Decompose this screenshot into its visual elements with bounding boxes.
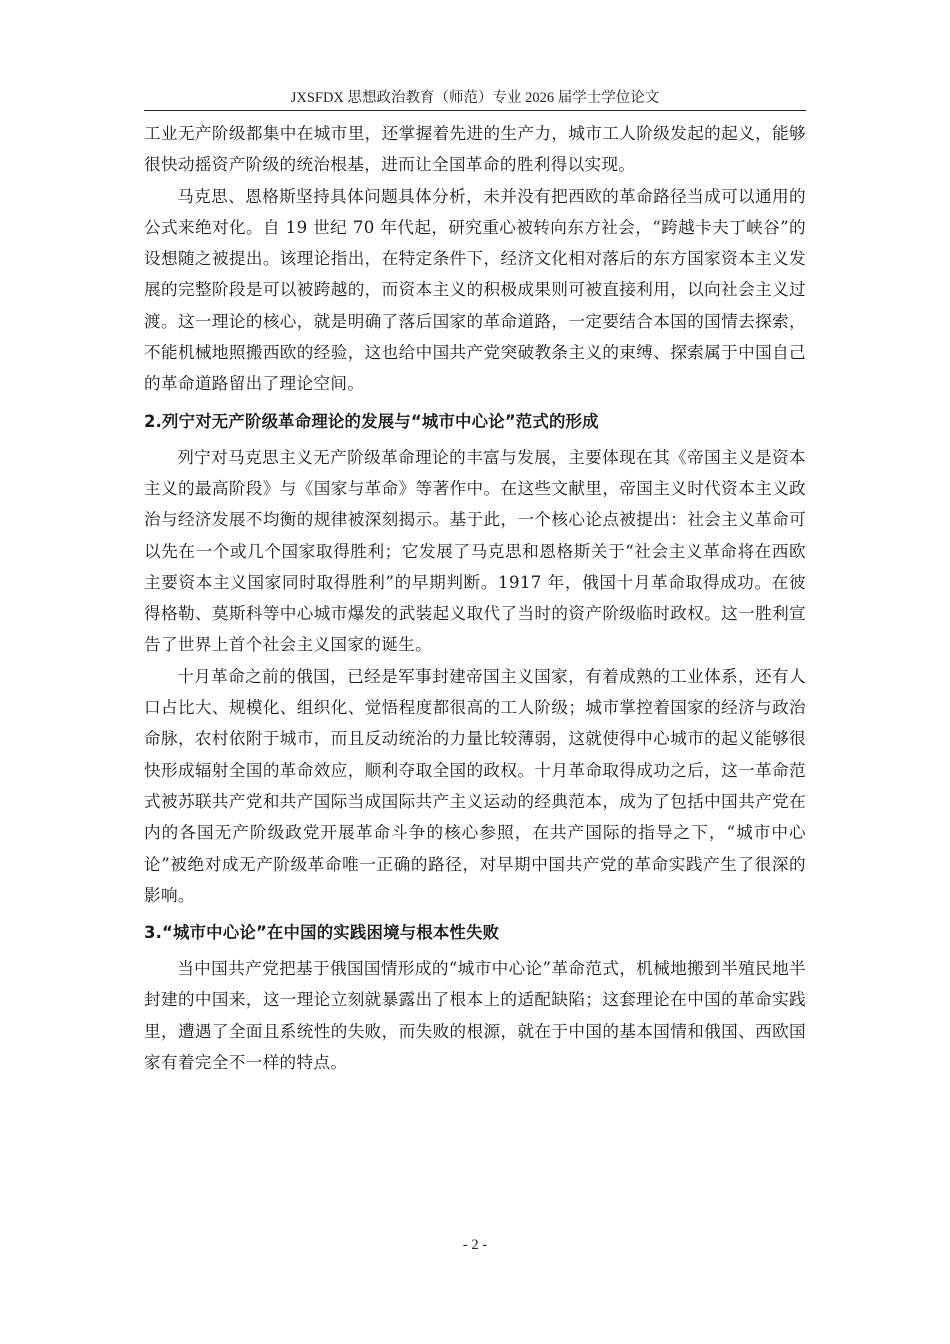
document-body bbox=[144, 118, 806, 1078]
paragraph-continuation: 工业无产阶级都集中在城市里，还掌握着先进的生产力，城市工人阶级发起的起义，能够很快动摇资产阶级的统治根基，进而让全国革命的胜利得以实现。 bbox=[144, 124, 806, 175]
paragraph-china-practice: 当中国共产党把基于俄国国情形成的“城市中心论”革命范式，机械地搬到半殖民地半封建的中国来，这一理论立刻就暴露出了根本上的适配缺陷；这套理论在中国的革命实践里，遭遇了全面且系统性的失败，而失败的根源，就在于中国的基本国情和俄国、西欧国家有着完全不一样的特点。 bbox=[144, 959, 806, 1073]
paragraph-october-revolution: 十月革命之前的俄国，已经是军事封建帝国主义国家，有着成熟的工业体系，还有人口占比大、规模化、组织化、觉悟程度都很高的工人阶级；城市掌控着国家的经济与政治命脉，农村依附于城市，而且反动统治的力量比较薄弱，这就使得中心城市的起义能够很快形成辐射全国的革命效应，顺利夺取全国的政权。十月革命取得成功之后，这一革命范式被苏联共产党和共产国际当成国际共产主义运动的经典范本，成为了包括中国共产党在内的各国无产阶级政党开展革命斗争的核心参照，在共产国际的指导之下，“城市中心论”被绝对成无产阶级革命唯一正确的路径，对早期中国共产党的革命实践产生了很深的影响。 bbox=[144, 666, 806, 905]
running-header: JXSFDX 思想政治教育（师范）专业 2026 届学士学位论文 bbox=[290, 90, 660, 106]
page-number: - 2 - bbox=[462, 1237, 488, 1253]
header-divider bbox=[144, 110, 806, 111]
paragraph-marx-engels: 马克思、恩格斯坚持具体问题具体分析，未并没有把西欧的革命路径当成可以通用的公式来绝对化。自 19 世纪 70 年代起，研究重心被转向东方社会，“跨越卡夫丁峡谷”的设想随之被提出。该理论指出，在特定条件下，经济文化相对落后的东方国家资本主义发展的完整阶段是可以被跨越的，而资本主义的积极成果则可被直接利用，以向社会主义过渡。这一理论的核心，就是明确了落后国家的革命道路，一定要结合本国的国情去探索，不能机械地照搬西欧的经验，这也给中国共产党突破教条主义的束缚、探索属于中国自己的革命道路留出了理论空间。 bbox=[144, 186, 806, 394]
section-heading-china-practice: 3.“城市中心论”在中国的实践困境与根本性失败 bbox=[144, 923, 500, 943]
paragraph-lenin: 列宁对马克思主义无产阶级革命理论的丰富与发展，主要体现在其《帝国主义是资本主义的最高阶段》与《国家与革命》等著作中。在这些文献里，帝国主义时代资本主义政治与经济发展不均衡的规律被深刻揭示。基于此，一个核心论点被提出：社会主义革命可以先在一个或几个国家取得胜利；它发展了马克思和恩格斯关于“社会主义革命将在西欧主要资本主义国家同时取得胜利”的早期判断。1917 年，俄国十月革命取得成功。在彼得格勒、莫斯科等中心城市爆发的武装起义取代了当时的资产阶级临时政权。这一胜利宣告了世界上首个社会主义国家的诞生。 bbox=[144, 447, 806, 655]
section-heading-lenin: 2.列宁对无产阶级革命理论的发展与“城市中心论”范式的形成 bbox=[144, 411, 599, 431]
